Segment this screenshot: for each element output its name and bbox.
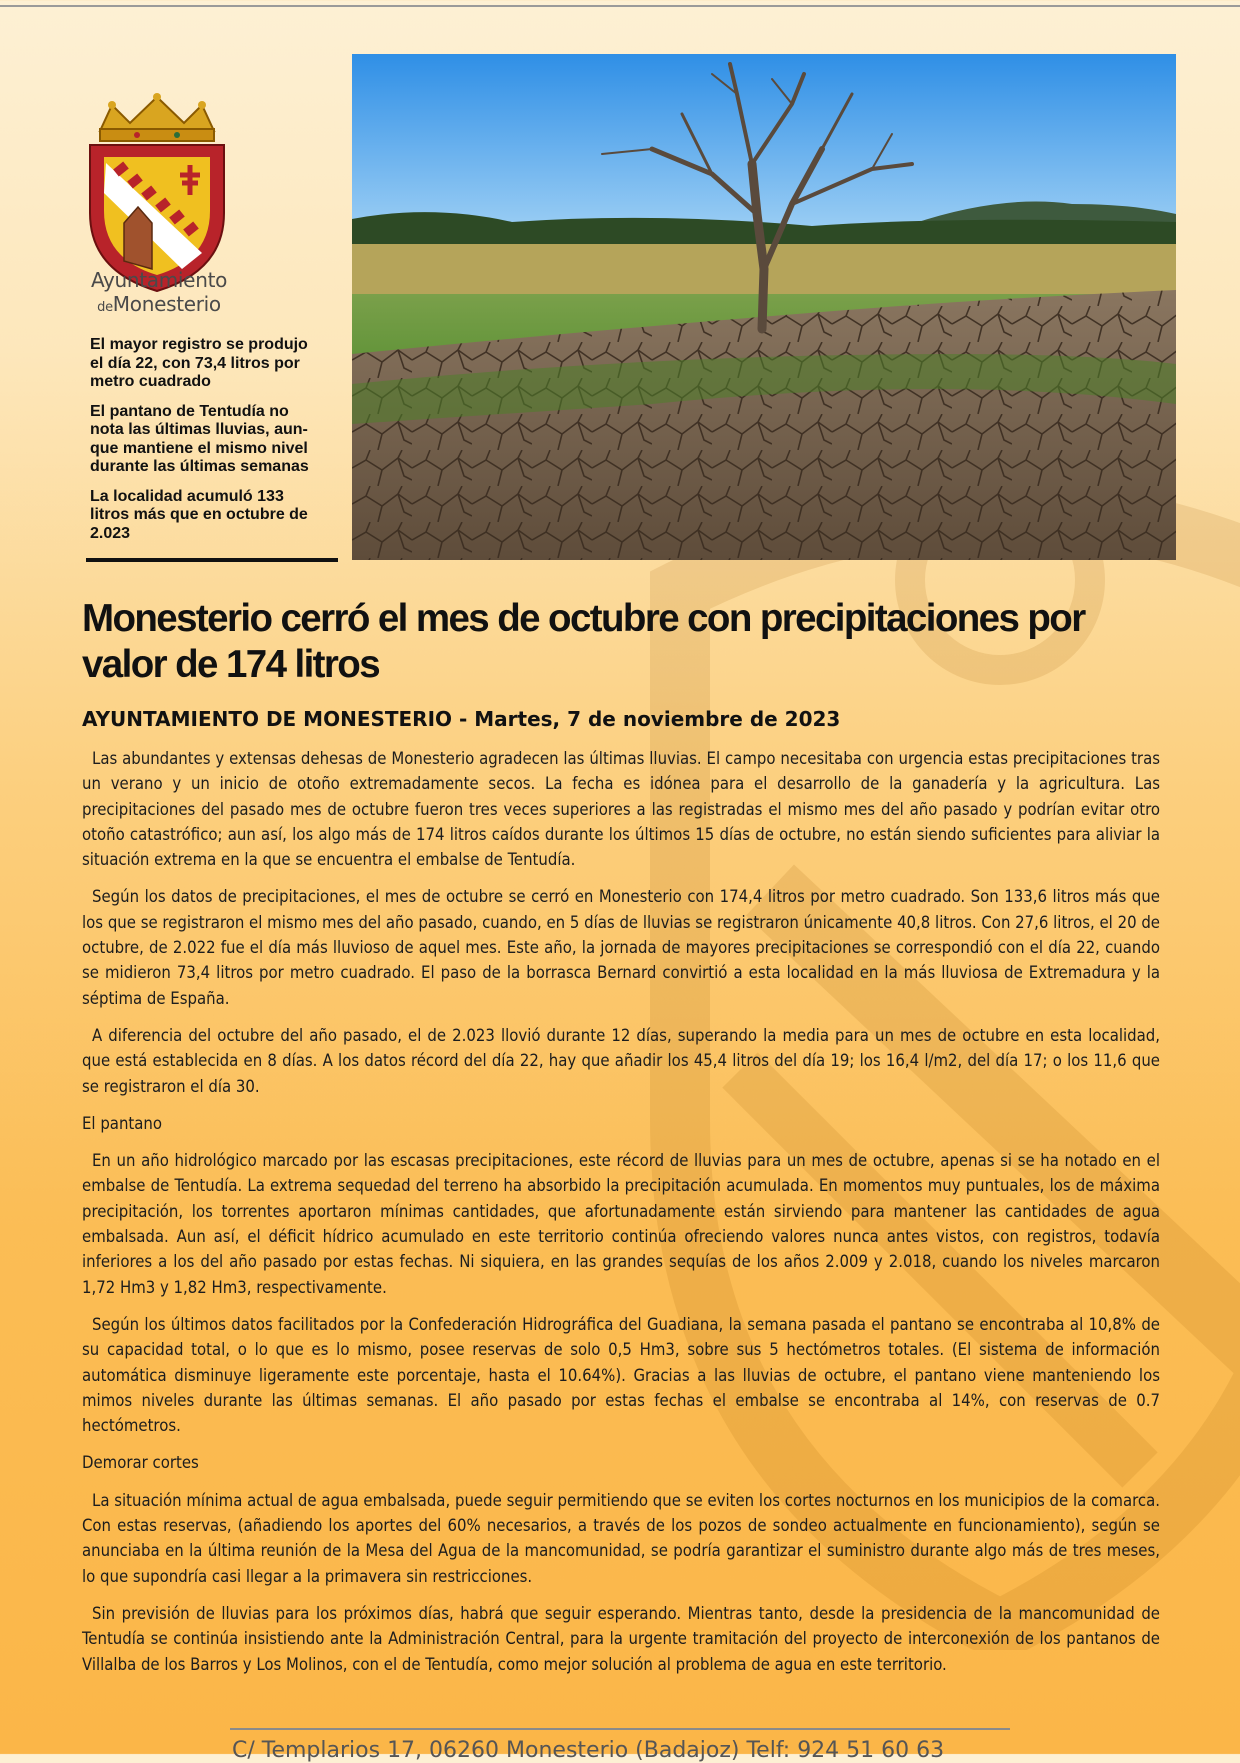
section-heading-cortes: Demorar cortes (82, 1453, 199, 1473)
article-paragraph: Sin previsión de lluvias para los próximos días, habrá que seguir esperando. Mientras tanto, desde la presidencia de la mancomunidad de Tentudía se continúa insistiendo ante la Administración Central, para la urgente tramitación del proyecto de interconexión de los pantanos de Villalba de los Barros y Los Molinos, con el de Tentudía, como mejor solución al problema de agua en este territorio. (82, 1603, 1160, 1674)
byline: AYUNTAMIENTO DE MONESTERIO - Martes, 7 de noviembre de 2023 (82, 707, 841, 731)
article-paragraph: A diferencia del octubre del año pasado, el de 2.023 llovió durante 12 días, superando la media para un mes de octubre en esta localidad, que está establecida en 8 días. A los datos récord del día 22, hay que añadir los 45,4 litros del día 19; los 16,4 l/m2, del día 17; o los 11,6 que se registraron el día 30. (82, 1025, 1160, 1096)
headline: Monesterio cerró el mes de octubre con precipitaciones por valor de 174 litros (82, 597, 1085, 686)
logo-name-prefix: de (97, 300, 113, 315)
article-paragraph: En un año hidrológico marcado por las escasas precipitaciones, este récord de lluvias para un mes de octubre, apenas si se ha notado en el embalse de Tentudía. La extrema sequedad del terreno ha absorbido la precipitación acumulada. En momentos muy puntuales, los de máxima precipitación, los torrentes aportaron mínimas cantidades, que afortunadamente están sirviendo para mantener las cantidades de agua embalsada. Aun así, el déficit hídrico acumulado en este territorio continúa ofreciendo valores nunca antes vistos, con registros, todavía inferiores a los del año pasado por estas fechas. Ni siquiera, en las grandes sequías de los años 2.009 y 2.018, cuando los niveles marcaron 1,72 Hm3 y 1,82 Hm3, respectivamente. (82, 1151, 1160, 1297)
highlight-3: La localidad acumuló 133 litros más que en octubre de 2.023 (90, 487, 308, 542)
logo-name-line2: Monesterio (112, 292, 221, 316)
highlight-1: El mayor registro se produjo el día 22, con 73,4 litros por metro cuadrado (90, 336, 308, 390)
highlight-2: El pantano de Tentudía no nota las últimas lluvias, aunque mantiene el mismo nivel durante las últimas semanas (90, 402, 309, 475)
article-body (82, 746, 1160, 1689)
drought-tree-photo (352, 54, 1176, 560)
logo-name-line1: Ayuntamiento (90, 268, 228, 292)
crown-icon (100, 93, 214, 141)
article-paragraph: Según los últimos datos facilitados por la Confederación Hidrográfica del Guadiana, la semana pasada el pantano se encontraba al 10,8% de su capacidad total, o lo que es lo mismo, posee reservas de solo 0,5 Hm3, sobre sus 5 hectómetros totales. (El sistema de información automática disminuye ligeramente este porcentaje, hasta el 10.64%). Gracias a las lluvias de octubre, el pantano viene manteniendo los mimos niveles durante las últimas semanas. El año pasado por estas fechas el embalse se encontraba al 14%, con reservas de 0.7 hectómetros. (82, 1314, 1160, 1436)
logo-text (84, 268, 234, 320)
article-paragraph: La situación mínima actual de agua embalsada, puede seguir permitiendo que se eviten los cortes nocturnos en los municipios de la comarca. Con estas reservas, (añadiendo los aportes del 60% necesarios, a través de los pozos de sondeo actualmente en funcionamiento), según se anunciaba en la última reunión de la Mesa del Agua de la mancomunidad, se podría garantizar el suministro durante algo más de tres meses, lo que supondría casi llegar a la primavera sin restricciones. (82, 1490, 1160, 1586)
highlights-sidebar (90, 336, 325, 554)
article-paragraph: Las abundantes y extensas dehesas de Monesterio agradecen las últimas lluvias. El campo necesitaba con urgencia estas precipitaciones tras un verano y un inicio de otoño extremadamente secos. La fecha es idónea para el desarrollo de la ganadería y la agricultura. Las precipitaciones del pasado mes de octubre fueron tres veces superiores a las registradas el mismo mes del año pasado y podrían evitar otro otoño catastrófico; aun así, los algo más de 174 litros caídos durante los últimos 15 días de octubre, no están siendo suficientes para aliviar la situación extrema en la que se encuentra el embalse de Tentudía. (82, 749, 1160, 870)
footer-rule (230, 1728, 1010, 1730)
footer-address: C/ Templarios 17, 06260 Monesterio (Badajoz) Telf: 924 51 60 63 (232, 1738, 945, 1763)
article-paragraph: Según los datos de precipitaciones, el mes de octubre se cerró en Monesterio con 174,4 litros por metro cuadrado. Son 133,6 litros más que los que se registraron el mismo mes del año pasado, cuando, en 5 días de lluvias se registraron únicamente 40,8 litros. Con 27,6 litros, el 20 de octubre, de 2.022 fue el día más lluvioso de aquel mes. Este año, la jornada de mayores precipitaciones se correspondió con el día 22, cuando se midieron 73,4 litros por metro cuadrado. El paso de la borrasca Bernard convirtió a esta localidad en la más lluviosa de Extremadura y la séptima de España. (82, 887, 1160, 1008)
top-rule (0, 5, 1240, 7)
section-heading-pantano: El pantano (82, 1113, 163, 1133)
sidebar-rule (86, 558, 338, 562)
